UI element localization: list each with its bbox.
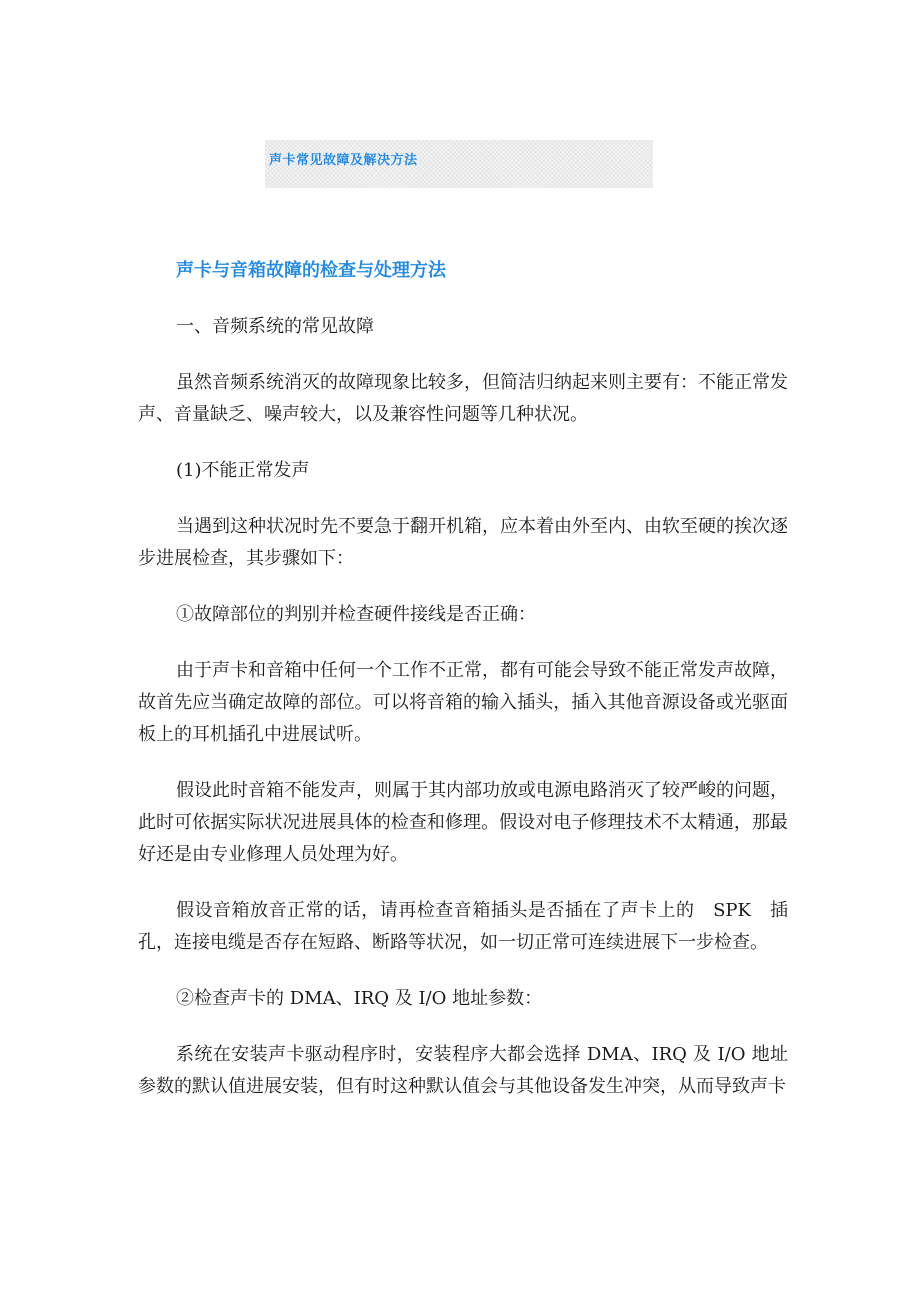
paragraph-spk-jack: 假设音箱放音正常的话，请再检查音箱插头是否插在了声卡上的 SPK 插孔，连接电缆是否存在短路、断路等状况，如一切正常可连续进展下一步检查。 [138, 900, 788, 953]
section-heading: 声卡与音箱故障的检查与处理方法 [176, 260, 446, 281]
paragraph-step-2: ②检查声卡的 DMA、IRQ 及 I/O 地址参数： [176, 988, 543, 1009]
paragraph-overview: 虽然音频系统消灭的故障现象比较多，但简洁归纳起来则主要有：不能正常发声、音量缺乏、噪声较大，以及兼容性问题等几种状况。 [138, 372, 788, 425]
paragraph-step-1: ①故障部位的判别并检查硬件接线是否正确： [176, 604, 536, 625]
document-body [138, 255, 788, 1127]
paragraph-subtitle-no-sound: (1)不能正常发声 [176, 460, 310, 481]
paragraph-speaker-fault: 假设此时音箱不能发声，则属于其内部功放或电源电路消灭了较严峻的问题，此时可依据实际状况进展具体的检查和修理。假设对电子修理技术不太精通，那最好还是由专业修理人员处理为好。 [138, 780, 788, 865]
paragraph-section-title: 一、音频系统的常见故障 [176, 316, 374, 337]
paragraph-check-steps: 当遇到这种状况时先不要急于翻开机箱，应本着由外至内、由软至硬的挨次逐步进展检查，其步骤如下： [138, 516, 788, 569]
banner-title: 声卡常见故障及解决方法 [269, 153, 418, 168]
document-banner [265, 140, 653, 188]
paragraph-locate-fault: 由于声卡和音箱中任何一个工作不正常，都有可能会导致不能正常发声故障，故首先应当确定故障的部位。可以将音箱的输入插头，插入其他音源设备或光驱面板上的耳机插孔中进展试听。 [138, 660, 788, 745]
paragraph-driver-install: 系统在安装声卡驱动程序时，安装程序大都会选择 DMA、IRQ 及 I/O 地址参数的默认值进展安装，但有时这种默认值会与其他设备发生冲突，从而导致声卡 [138, 1044, 788, 1097]
